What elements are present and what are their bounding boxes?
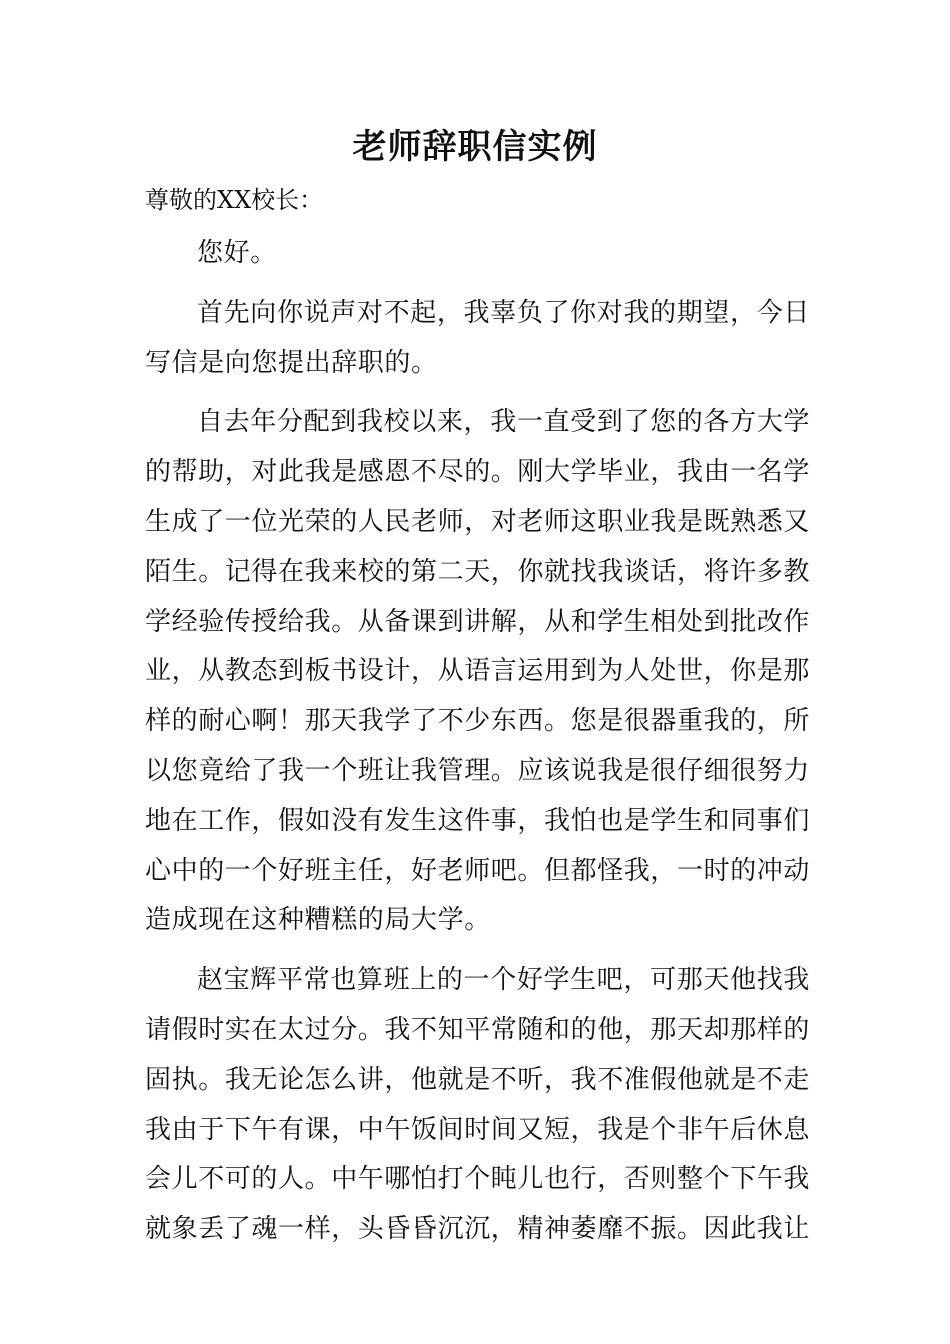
paragraph-greeting: 您好。	[197, 238, 277, 268]
document-title: 老师辞职信实例	[352, 127, 598, 167]
salutation: 尊敬的XX校长：	[145, 186, 324, 214]
paragraph-incident: 赵宝辉平常也算班上的一个好学生吧，可那天他找我请假时实在太过分。我不知平常随和的他，那天却那样的固执。我无论怎么讲，他就是不听，我不准假他就是不走我由于下午有课，中午饭间时间又短，我是个非午后休息会儿不可的人。中午哪怕打个盹儿也行，否则整个下午我就象丢了魂一样，头昏昏沉沉，精神萎靡不振。因此我让	[145, 965, 811, 1245]
paragraph-gratitude: 自去年分配到我校以来，我一直受到了您的各方大学的帮助，对此我是感恩不尽的。刚大学毕业，我由一名学生成了一位光荣的人民老师，对老师这职业我是既熟悉又陌生。记得在我来校的第二天，你就找我谈话，将许多教学经验传授给我。从备课到讲解，从和学生相处到批改作业，从教态到板书设计，从语言运用到为人处世，你是那样的耐心啊！那天我学了不少东西。您是很器重我的，所以您竟给了我一个班让我管理。应该说我是很仔细很努力地在工作，假如没有发生这件事，我怕也是学生和同事们心中的一个好班主任，好老师吧。但都怪我，一时的冲动造成现在这种糟糕的局大学。	[145, 407, 811, 936]
letter-body	[145, 229, 810, 1265]
paragraph-apology: 首先向你说声对不起，我辜负了你对我的期望，今日写信是向您提出辞职的。	[145, 297, 810, 378]
